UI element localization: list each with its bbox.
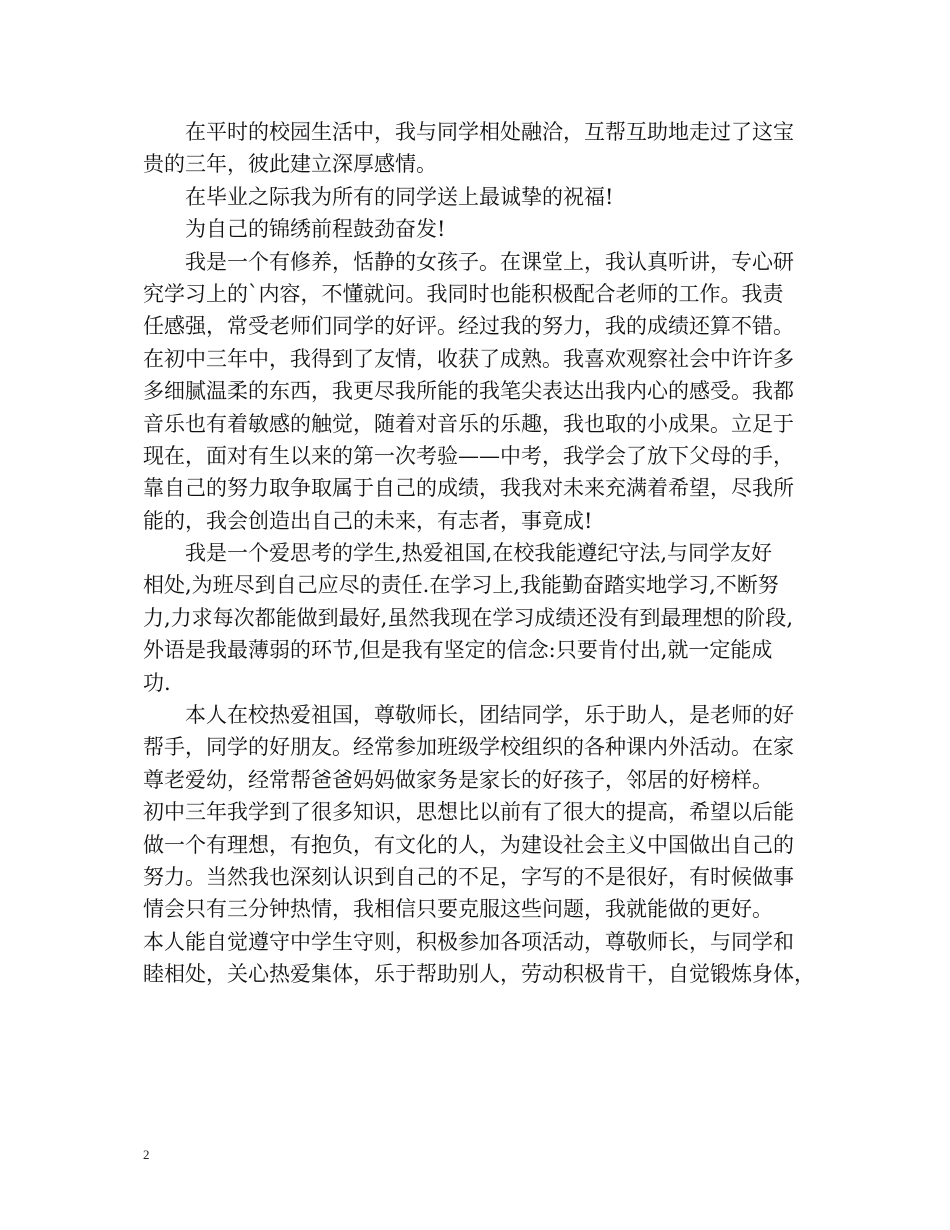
- text-line: 多细腻温柔的东西，我更尽我所能的我笔尖表达出我内心的感受。我都: [143, 379, 794, 404]
- text-line: 任感强，常受老师们同学的好评。经过我的努力，我的成绩还算不错。: [143, 314, 794, 339]
- text-line: 在平时的校园生活中，我与同学相处融洽，互帮互助地走过了这宝: [185, 120, 794, 144]
- text-line: 能的，我会创造出自己的未来，有志者，事竟成!: [143, 508, 593, 533]
- text-line: 本人能自觉遵守中学生守则，积极参加各项活动，尊敬师长，与同学和: [143, 929, 794, 954]
- text-line: 相处,为班尽到自己应尽的责任.在学习上,我能勤奋踏实地学习,不断努: [143, 573, 779, 598]
- page-number: 2: [143, 1147, 150, 1162]
- text-line: 外语是我最薄弱的环节,但是我有坚定的信念:只要肯付出,就一定能成: [143, 638, 773, 663]
- text-line: 情会只有三分钟热情，我相信只要克服这些问题，我就能做的更好。: [143, 897, 773, 922]
- text-line: 我是一个爱思考的学生,热爱祖国,在校我能遵纪守法,与同学友好: [185, 541, 773, 566]
- text-line: 靠自己的努力取争取属于自己的成绩，我我对未来充满着希望，尽我所: [143, 476, 794, 501]
- document-body: [143, 116, 813, 991]
- text-line: 在初中三年中，我得到了友情，收获了成熟。我喜欢观察社会中许许多: [143, 346, 794, 371]
- text-line: 贵的三年，彼此建立深厚感情。: [143, 152, 437, 177]
- text-line: 功.: [143, 670, 171, 695]
- text-line: 尊老爱幼，经常帮爸爸妈妈做家务是家长的好孩子，邻居的好榜样。: [143, 767, 773, 792]
- text-line: 初中三年我学到了很多知识，思想比以前有了很大的提高，希望以后能: [143, 800, 794, 825]
- text-line: 睦相处，关心热爱集体，乐于帮助别人，劳动积极肯干，自觉锻炼身体，: [143, 962, 815, 987]
- text-line: 努力。当然我也深刻认识到自己的不足，字写的不是很好，有时候做事: [143, 864, 794, 889]
- text-line: 我是一个有修养，恬静的女孩子。在课堂上，我认真听讲，专心研: [185, 249, 794, 274]
- text-line: 究学习上的`内容，不懂就问。我同时也能积极配合老师的工作。我责: [143, 281, 784, 306]
- text-line: 现在，面对有生以来的第一次考验——中考，我学会了放下父母的手，: [143, 443, 794, 468]
- text-line: 本人在校热爱祖国，尊敬师长，团结同学，乐于助人，是老师的好: [185, 703, 794, 728]
- text-line: 为自己的锦绣前程鼓劲奋发!: [185, 217, 446, 242]
- text-line: 在毕业之际我为所有的同学送上最诚挚的祝福!: [185, 184, 614, 209]
- text-line: 帮手，同学的好朋友。经常参加班级学校组织的各种课内外活动。在家: [143, 735, 794, 760]
- text-line: 做一个有理想，有抱负，有文化的人，为建设社会主义中国做出自己的: [143, 832, 794, 857]
- text-line: 音乐也有着敏感的触觉，随着对音乐的乐趣，我也取的小成果。立足于: [143, 411, 794, 436]
- text-line: 力,力求每次都能做到最好,虽然我现在学习成绩还没有到最理想的阶段,: [143, 605, 794, 630]
